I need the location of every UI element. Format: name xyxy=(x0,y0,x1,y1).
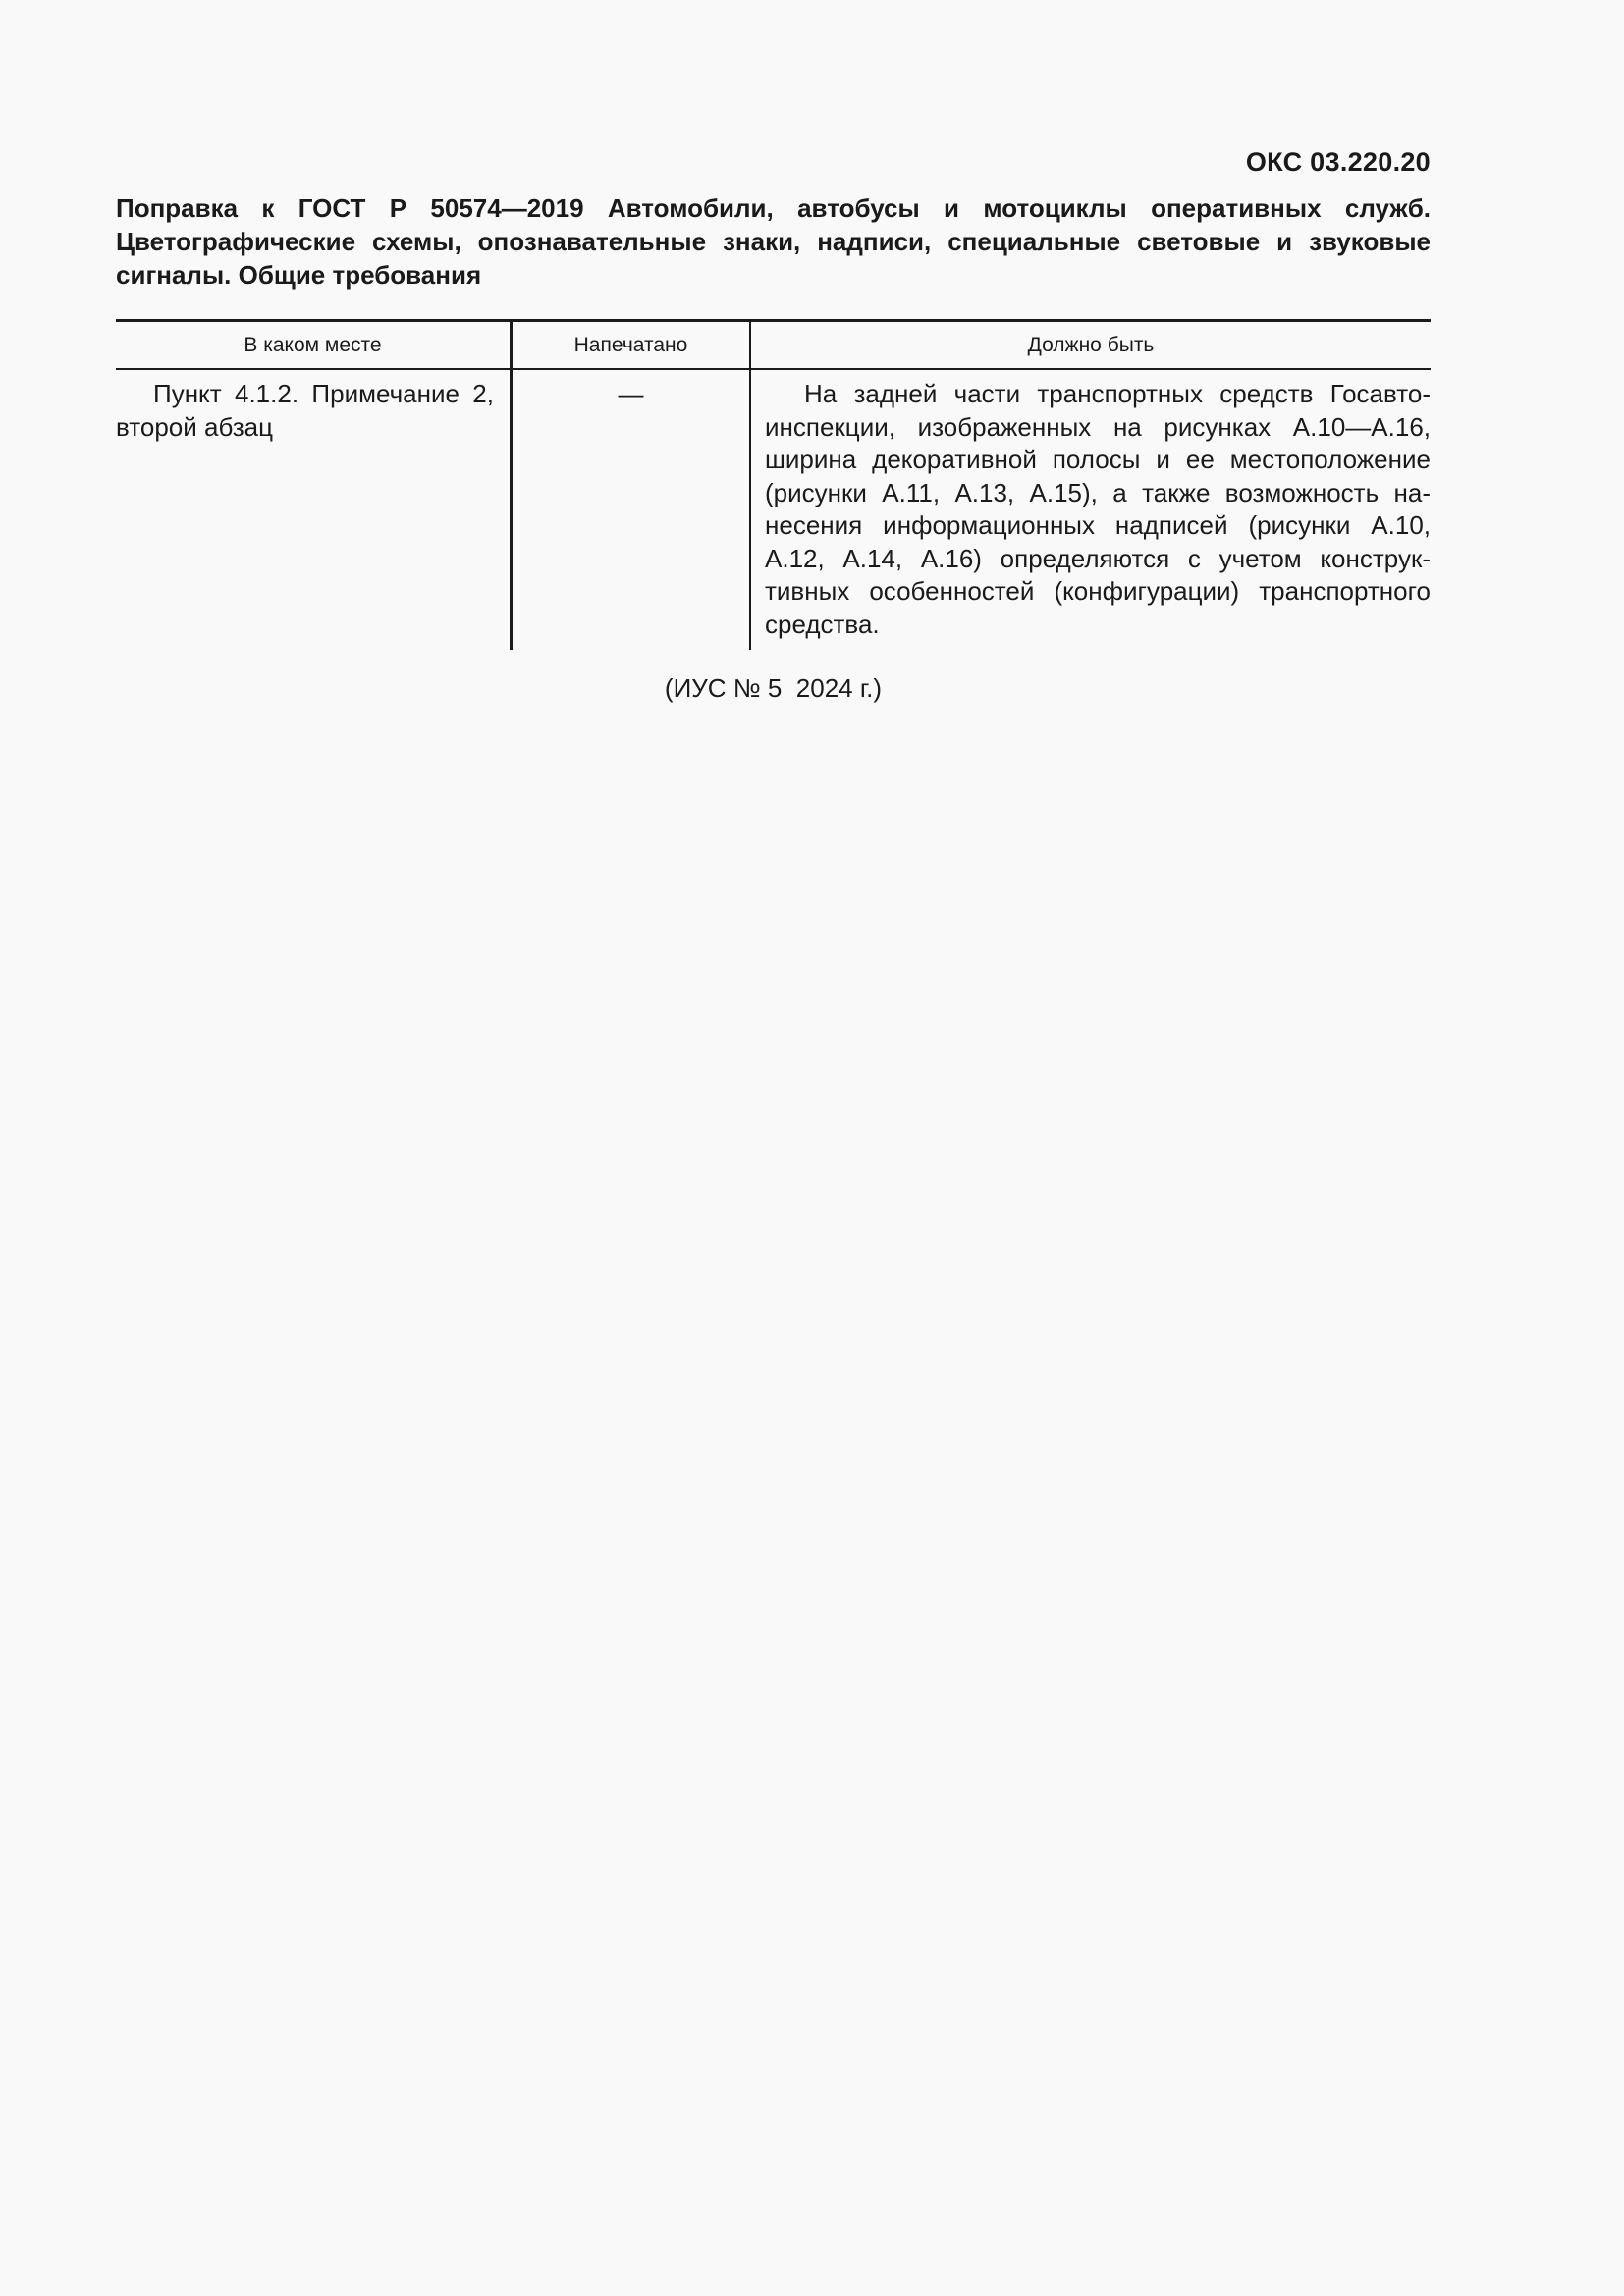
table-row xyxy=(116,370,1431,650)
oks-code: ОКС 03.220.20 xyxy=(1245,147,1431,177)
cell-should-be: На задней части транспортных средств Госавтоинспекции, изображенных на рисунках А.10—А.16, ширина декоративной полосы и ее местоположение (рисунки А.11, А.13, А.15), а также возможность нанесения информационных надписей (рисунки А.10, А.12, А.14, А.16) определяются с учетом конструктивных особенностей (конфигурации) транспортного средства. xyxy=(749,370,1431,650)
table-header xyxy=(116,322,1431,370)
cell-where: Пункт 4.1.2. Примечание 2, второй абзац xyxy=(116,379,494,442)
column-header-where: В каком месте xyxy=(244,333,382,356)
publication-source: (ИУС № 5 2024 г.) xyxy=(664,673,883,703)
amendment-table xyxy=(116,319,1431,650)
cell-printed: — xyxy=(510,370,749,650)
document-title: Поправка к ГОСТ Р 50574—2019 Автомобили, автобусы и мотоциклы оперативных служб. Цветографические схемы, опознавательные знаки, надписи, специальные световые и звуковые сигналы. Общие требования xyxy=(116,193,1431,290)
column-header-printed: Напечатано xyxy=(510,322,749,368)
column-header-should-be: Должно быть xyxy=(749,322,1431,368)
